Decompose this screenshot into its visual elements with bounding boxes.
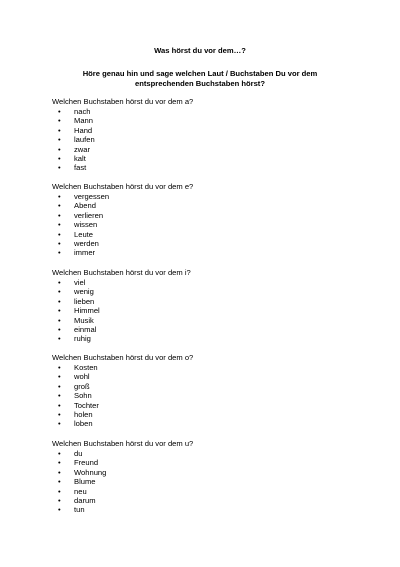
bullet-icon: • xyxy=(58,192,61,201)
word-text: viel xyxy=(74,278,86,287)
word-list-item xyxy=(52,107,372,116)
word-text: einmal xyxy=(74,324,97,334)
word-text: holen xyxy=(74,409,93,419)
word-list-item xyxy=(52,287,372,296)
bullet-icon: • xyxy=(58,334,61,344)
word-list-item xyxy=(52,230,372,239)
word-list xyxy=(52,107,372,173)
word-list-item xyxy=(52,468,372,477)
word-list-item xyxy=(52,135,372,144)
bullet-icon: • xyxy=(58,163,61,173)
word-text: ruhig xyxy=(74,334,91,344)
word-text: verlieren xyxy=(74,210,104,220)
word-text: Himmel xyxy=(74,306,100,316)
word-text: du xyxy=(74,449,83,458)
word-list-item xyxy=(52,458,372,467)
instruction-line-1: Höre genau hin und sage welchen Laut / Buchstaben Du vor dem xyxy=(82,69,318,78)
word-text: Hand xyxy=(74,125,93,135)
word-list-item xyxy=(52,496,372,505)
bullet-icon: • xyxy=(58,125,61,135)
word-list-item xyxy=(52,325,372,334)
bullet-icon: • xyxy=(58,458,61,468)
bullet-icon: • xyxy=(58,229,61,239)
word-list-item xyxy=(52,372,372,381)
bullet-icon: • xyxy=(58,486,61,496)
word-text: lieben xyxy=(74,296,95,306)
word-list-item xyxy=(52,334,372,343)
bullet-icon: • xyxy=(58,409,61,419)
word-text: Mann xyxy=(74,116,93,126)
word-list-item xyxy=(52,477,372,486)
word-text: tun xyxy=(74,505,85,515)
word-list xyxy=(52,278,372,344)
page-title: Was hörst du vor dem…? xyxy=(154,46,246,55)
word-list-item xyxy=(52,201,372,210)
bullet-icon: • xyxy=(58,278,61,287)
word-text: wohl xyxy=(74,372,90,382)
bullet-icon: • xyxy=(58,144,61,154)
word-list-item xyxy=(52,449,372,458)
word-list-item xyxy=(52,401,372,410)
word-text: immer xyxy=(74,248,96,258)
word-text: werden xyxy=(74,238,99,248)
word-list-item xyxy=(52,239,372,248)
bullet-icon: • xyxy=(58,400,61,410)
word-list-item xyxy=(52,145,372,154)
word-text: wissen xyxy=(74,220,98,230)
bullet-icon: • xyxy=(58,107,61,116)
bullet-icon: • xyxy=(58,363,61,372)
bullet-icon: • xyxy=(58,467,61,477)
word-text: Kosten xyxy=(74,363,98,372)
bullet-icon: • xyxy=(58,116,61,126)
bullet-icon: • xyxy=(58,324,61,334)
word-text: neu xyxy=(74,486,87,496)
word-text: Sohn xyxy=(74,391,92,401)
word-list-item xyxy=(52,116,372,125)
word-list-item xyxy=(52,419,372,428)
bullet-icon: • xyxy=(58,201,61,211)
section-u xyxy=(52,439,372,515)
word-text: Leute xyxy=(74,229,94,239)
word-text: vergessen xyxy=(74,192,110,201)
word-text: laufen xyxy=(74,135,95,145)
word-text: Abend xyxy=(74,201,96,211)
word-list-item xyxy=(52,363,372,372)
bullet-icon: • xyxy=(58,135,61,145)
bullet-icon: • xyxy=(58,306,61,316)
bullet-icon: • xyxy=(58,238,61,248)
word-list-item xyxy=(52,163,372,172)
bullet-icon: • xyxy=(58,287,61,297)
instruction-line-2: entsprechenden Buchstaben hörst? xyxy=(135,78,265,88)
word-text: loben xyxy=(74,419,93,429)
section-a xyxy=(52,97,372,173)
word-list-item xyxy=(52,297,372,306)
word-list-item xyxy=(52,316,372,325)
word-list xyxy=(52,449,372,515)
bullet-icon: • xyxy=(58,372,61,382)
section-e xyxy=(52,182,372,258)
section-question: Welchen Buchstaben hörst du vor dem i? xyxy=(52,268,191,277)
bullet-icon: • xyxy=(58,419,61,429)
bullet-icon: • xyxy=(58,505,61,515)
bullet-icon: • xyxy=(58,477,61,487)
word-list xyxy=(52,192,372,258)
word-text: Freund xyxy=(74,458,99,468)
bullet-icon: • xyxy=(58,315,61,325)
section-question: Welchen Buchstaben hörst du vor dem u? xyxy=(52,439,194,448)
word-text: zwar xyxy=(74,144,91,154)
word-list xyxy=(52,363,372,429)
section-o xyxy=(52,353,372,429)
word-list-item xyxy=(52,211,372,220)
section-question: Welchen Buchstaben hörst du vor dem e? xyxy=(52,182,194,191)
word-list-item xyxy=(52,126,372,135)
word-text: Musik xyxy=(74,315,94,325)
bullet-icon: • xyxy=(58,220,61,230)
word-list-item xyxy=(52,505,372,514)
bullet-icon: • xyxy=(58,296,61,306)
word-text: fast xyxy=(74,163,87,173)
word-text: nach xyxy=(74,107,91,116)
word-text: Wohnung xyxy=(74,467,107,477)
word-text: Blume xyxy=(74,477,96,487)
word-text: Tochter xyxy=(74,400,99,410)
bullet-icon: • xyxy=(58,495,61,505)
bullet-icon: • xyxy=(58,449,61,458)
word-list-item xyxy=(52,248,372,257)
word-list-item xyxy=(52,192,372,201)
word-list-item xyxy=(52,278,372,287)
word-list-item xyxy=(52,220,372,229)
word-list-item xyxy=(52,391,372,400)
bullet-icon: • xyxy=(58,248,61,258)
section-question: Welchen Buchstaben hörst du vor dem o? xyxy=(52,353,194,362)
word-text: groß xyxy=(74,381,90,391)
bullet-icon: • xyxy=(58,381,61,391)
bullet-icon: • xyxy=(58,210,61,220)
bullet-icon: • xyxy=(58,391,61,401)
word-list-item xyxy=(52,306,372,315)
word-text: darum xyxy=(74,495,96,505)
word-text: wenig xyxy=(74,287,94,297)
section-question: Welchen Buchstaben hörst du vor dem a? xyxy=(52,97,194,106)
word-list-item xyxy=(52,410,372,419)
word-list-item xyxy=(52,382,372,391)
word-text: kalt xyxy=(74,153,86,163)
word-list-item xyxy=(52,154,372,163)
section-i xyxy=(52,268,372,344)
word-list-item xyxy=(52,487,372,496)
bullet-icon: • xyxy=(58,153,61,163)
